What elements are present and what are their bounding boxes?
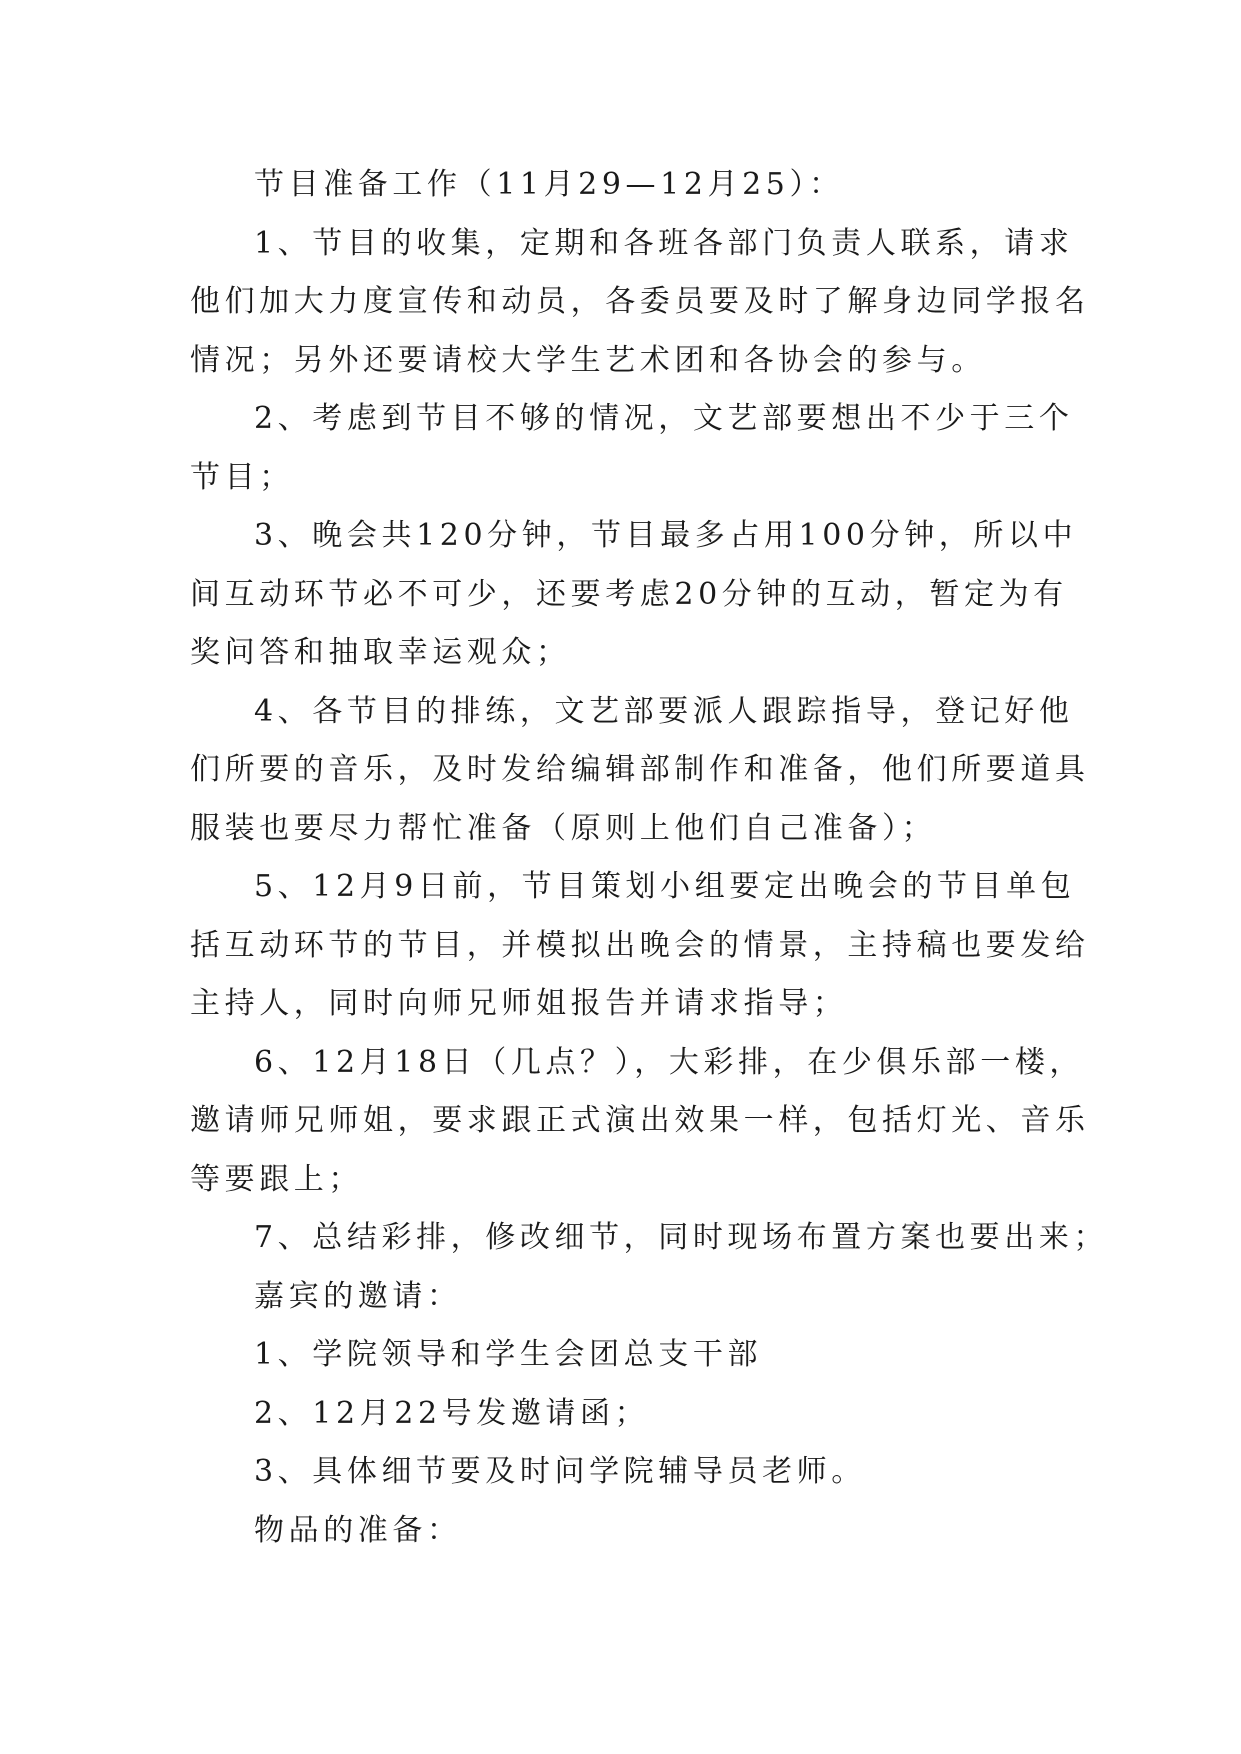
paragraph-line: 1、学院领导和学生会团总支干部	[254, 1337, 763, 1372]
paragraph-line: 2、考虑到节目不够的情况，文艺部要想出不少于三个	[254, 401, 1074, 436]
paragraph-line: 情况；另外还要请校大学生艺术团和各协会的参与。	[190, 342, 986, 378]
paragraph-line: 们所要的音乐，及时发给编辑部制作和准备，他们所要道具	[190, 752, 1090, 787]
paragraph-line: 节目；	[190, 459, 294, 495]
paragraph-line: 2、12月22号发邀请函；	[254, 1395, 650, 1431]
section-heading-item-preparation: 物品的准备：	[254, 1512, 462, 1548]
paragraph-line: 等要跟上；	[190, 1161, 363, 1197]
paragraph-line: 他们加大力度宣传和动员，各委员要及时了解身边同学报名	[190, 284, 1090, 319]
paragraph-line: 奖问答和抽取幸运观众；	[190, 635, 571, 670]
section-heading-guest-invitation: 嘉宾的邀请：	[254, 1278, 462, 1314]
paragraph-line: 邀请师兄师姐，要求跟正式演出效果一样，包括灯光、音乐	[190, 1103, 1090, 1138]
paragraph-line: 3、晚会共120分钟，节目最多占用100分钟，所以中	[254, 518, 1078, 553]
document-body	[190, 156, 1109, 1560]
paragraph-line: 4、各节目的排练，文艺部要派人跟踪指导，登记好他	[254, 693, 1074, 729]
paragraph-line: 主持人，同时向师兄师姐报告并请求指导；	[190, 986, 848, 1021]
paragraph-line: 间互动环节必不可少，还要考虑20分钟的互动，暂定为有	[190, 576, 1068, 612]
paragraph-line: 6、12月18日（几点？），大彩排，在少俱乐部一楼，	[254, 1044, 1085, 1080]
paragraph-line: 括互动环节的节目，并模拟出晚会的情景，主持稿也要发给	[190, 927, 1090, 963]
paragraph-line: 5、12月9日前，节目策划小组要定出晚会的节目单包	[254, 869, 1076, 904]
paragraph-line: 1、节目的收集，定期和各班各部门负责人联系，请求	[254, 225, 1074, 261]
paragraph-line: 服装也要尽力帮忙准备（原则上他们自己准备）；	[190, 810, 937, 846]
paragraph-line: 7、总结彩排，修改细节，同时现场布置方案也要出来；	[254, 1220, 1109, 1255]
section-heading-program-preparation: 节目准备工作（11月29—12月25）：	[254, 167, 844, 202]
paragraph-line: 3、具体细节要及时问学院辅导员老师。	[254, 1454, 866, 1489]
